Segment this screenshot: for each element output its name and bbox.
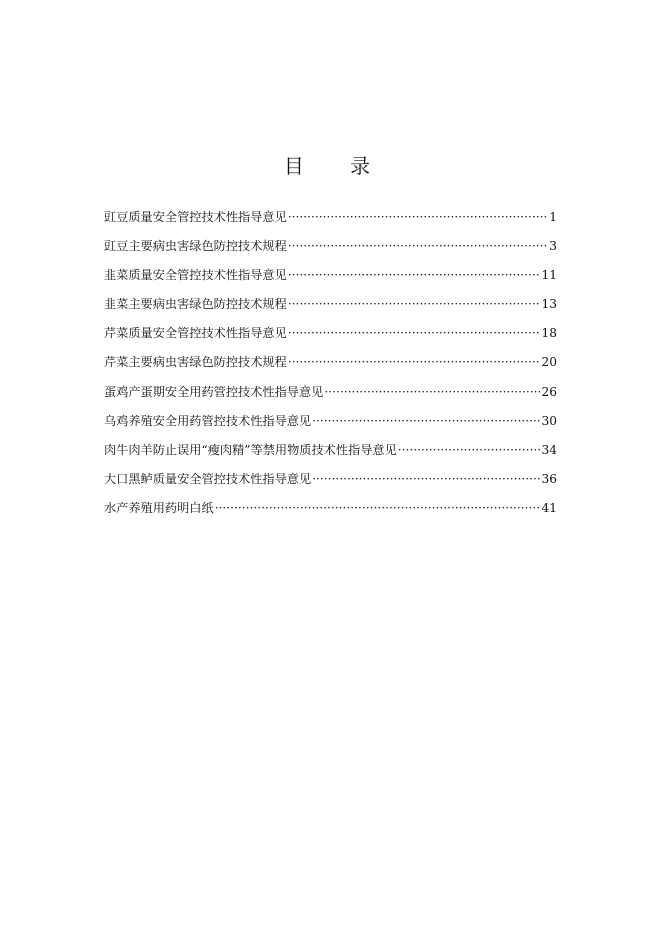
toc-entry-3[interactable]	[104, 265, 557, 294]
toc-dot-leader	[312, 469, 540, 489]
toc-entry-page: 13	[541, 297, 557, 312]
toc-entry-title: 豇豆主要病虫害绿色防控技术规程	[104, 239, 287, 254]
toc-entry-page: 41	[541, 500, 557, 515]
toc-entry-page: 1	[549, 210, 557, 224]
toc-entry-page: 20	[541, 355, 557, 370]
toc-dot-leader	[288, 323, 541, 343]
toc-entry-title: 芹菜主要病虫害绿色防控技术规程	[104, 355, 287, 370]
table-of-contents	[104, 207, 557, 527]
toc-dot-leader	[324, 382, 540, 402]
toc-entry-page: 18	[541, 326, 557, 341]
toc-dot-leader	[288, 294, 541, 314]
toc-entry-title: 水产养殖用药明白纸	[104, 500, 214, 515]
toc-entry-title: 大口黑鲈质量安全管控技术性指导意见	[104, 471, 312, 486]
toc-entry-title: 韭菜主要病虫害绿色防控技术规程	[104, 297, 287, 312]
toc-entry-10[interactable]	[104, 469, 557, 498]
toc-dot-leader	[288, 265, 541, 285]
toc-entry-page: 3	[549, 239, 557, 254]
toc-entry-1[interactable]	[104, 207, 557, 236]
toc-entry-page: 30	[541, 413, 557, 428]
toc-dot-leader	[215, 498, 541, 518]
toc-entry-page: 34	[541, 442, 557, 457]
toc-entry-page: 26	[541, 384, 557, 399]
toc-dot-leader	[288, 236, 548, 256]
toc-entry-title: 乌鸡养殖安全用药管控技术性指导意见	[104, 413, 312, 428]
page-title: 目 录	[283, 154, 391, 178]
toc-dot-leader	[288, 207, 548, 227]
toc-entry-title: 韭菜质量安全管控技术性指导意见	[104, 268, 287, 283]
toc-dot-leader	[288, 352, 541, 372]
toc-entry-6[interactable]	[104, 352, 557, 381]
toc-entry-title: 芹菜质量安全管控技术性指导意见	[104, 326, 287, 341]
toc-entry-page: 36	[541, 471, 557, 486]
toc-entry-5[interactable]	[104, 323, 557, 352]
toc-dot-leader	[398, 440, 541, 460]
toc-entry-title: 肉牛肉羊防止误用“瘦肉精”等禁用物质技术性指导意见	[104, 442, 397, 457]
toc-entry-title: 豇豆质量安全管控技术性指导意见	[104, 210, 287, 224]
toc-entry-8[interactable]	[104, 411, 557, 440]
toc-dot-leader	[312, 411, 540, 431]
toc-entry-11[interactable]	[104, 498, 557, 527]
toc-entry-title: 蛋鸡产蛋期安全用药管控技术性指导意见	[104, 384, 324, 399]
toc-entry-9[interactable]	[104, 440, 557, 469]
toc-entry-page: 11	[541, 268, 557, 283]
toc-entry-2[interactable]	[104, 236, 557, 265]
toc-entry-4[interactable]	[104, 294, 557, 323]
toc-entry-7[interactable]	[104, 382, 557, 411]
